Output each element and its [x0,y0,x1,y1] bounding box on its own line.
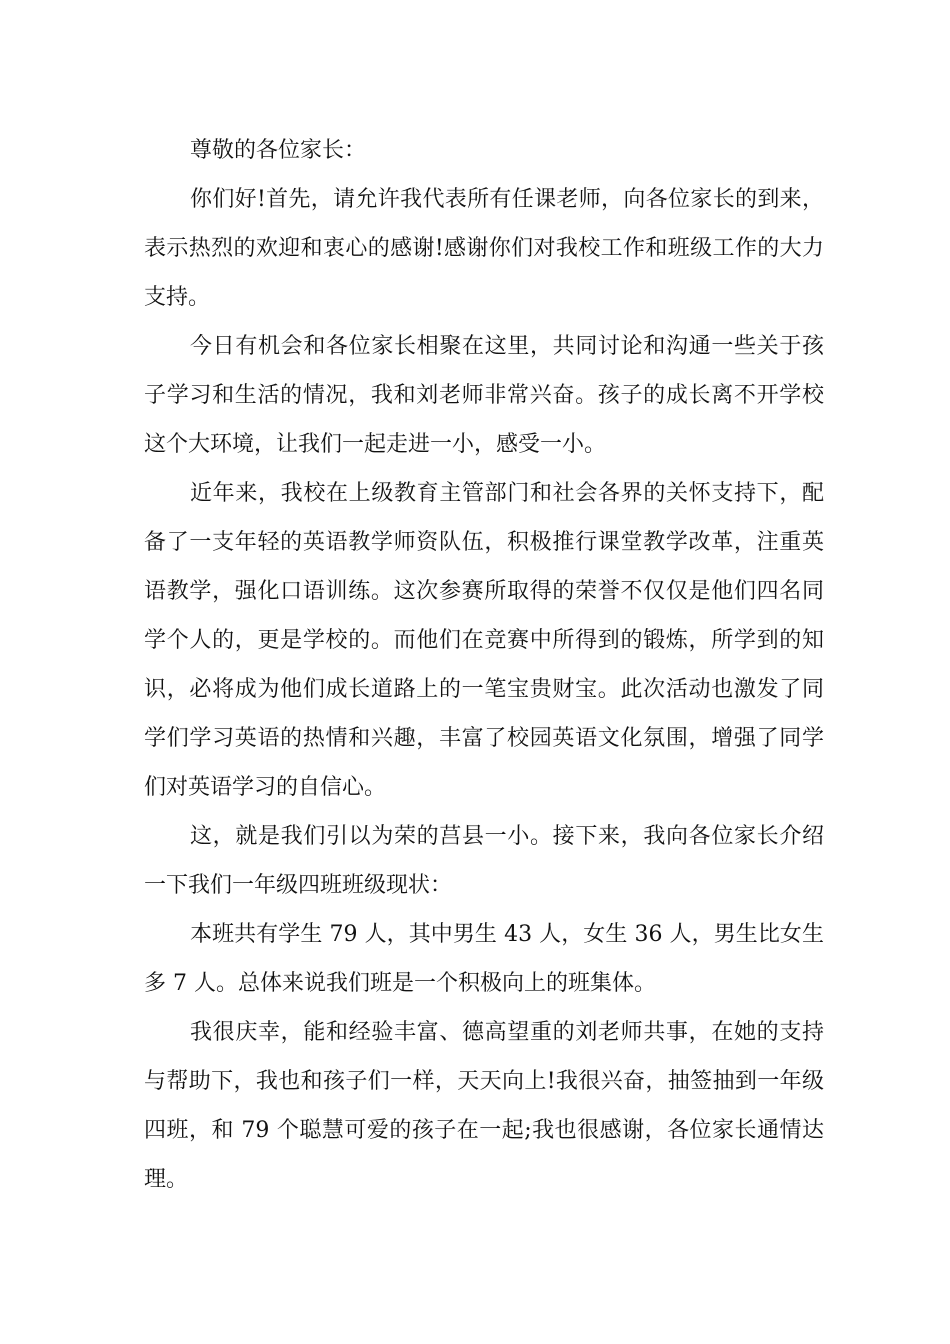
paragraph-school-achievements: 近年来，我校在上级教育主管部门和社会各界的关怀支持下，配备了一支年轻的英语教学师资队伍，积极推行课堂教学改革，注重英语教学，强化口语训练。这次参赛所取得的荣誉不仅仅是他们四名同学个人的，更是学校的。而他们在竞赛中所得到的锻炼，所学到的知识，必将成为他们成长道路上的一笔宝贵财宝。此次活动也激发了同学们学习英语的热情和兴趣，丰富了校园英语文化氛围，增强了同学们对英语学习的自信心。 [144,481,824,800]
paragraph-class-stats: 本班共有学生 79 人，其中男生 43 人，女生 36 人，男生比女生多 7 人。总体来说我们班是一个积极向上的班集体。 [144,922,824,996]
paragraph-gathering: 今日有机会和各位家长相聚在这里，共同讨论和沟通一些关于孩子学习和生活的情况，我和刘老师非常兴奋。孩子的成长离不开学校这个大环境，让我们一起走进一小，感受一小。 [144,334,824,457]
salutation: 尊敬的各位家长： [190,138,367,163]
paragraph-gratitude: 我很庆幸，能和经验丰富、德高望重的刘老师共事，在她的支持与帮助下，我也和孩子们一样，天天向上!我很兴奋，抽签抽到一年级四班，和 79 个聪慧可爱的孩子在一起;我也很感谢，各位家长通情达理。 [144,1020,824,1192]
paragraph-greeting: 你们好!首先，请允许我代表所有任课老师，向各位家长的到来，表示热烈的欢迎和衷心的感谢!感谢你们对我校工作和班级工作的大力支持。 [144,187,824,310]
document-body [144,126,824,1204]
paragraph-class-intro: 这，就是我们引以为荣的莒县一小。接下来，我向各位家长介绍一下我们一年级四班班级现状： [144,824,824,898]
